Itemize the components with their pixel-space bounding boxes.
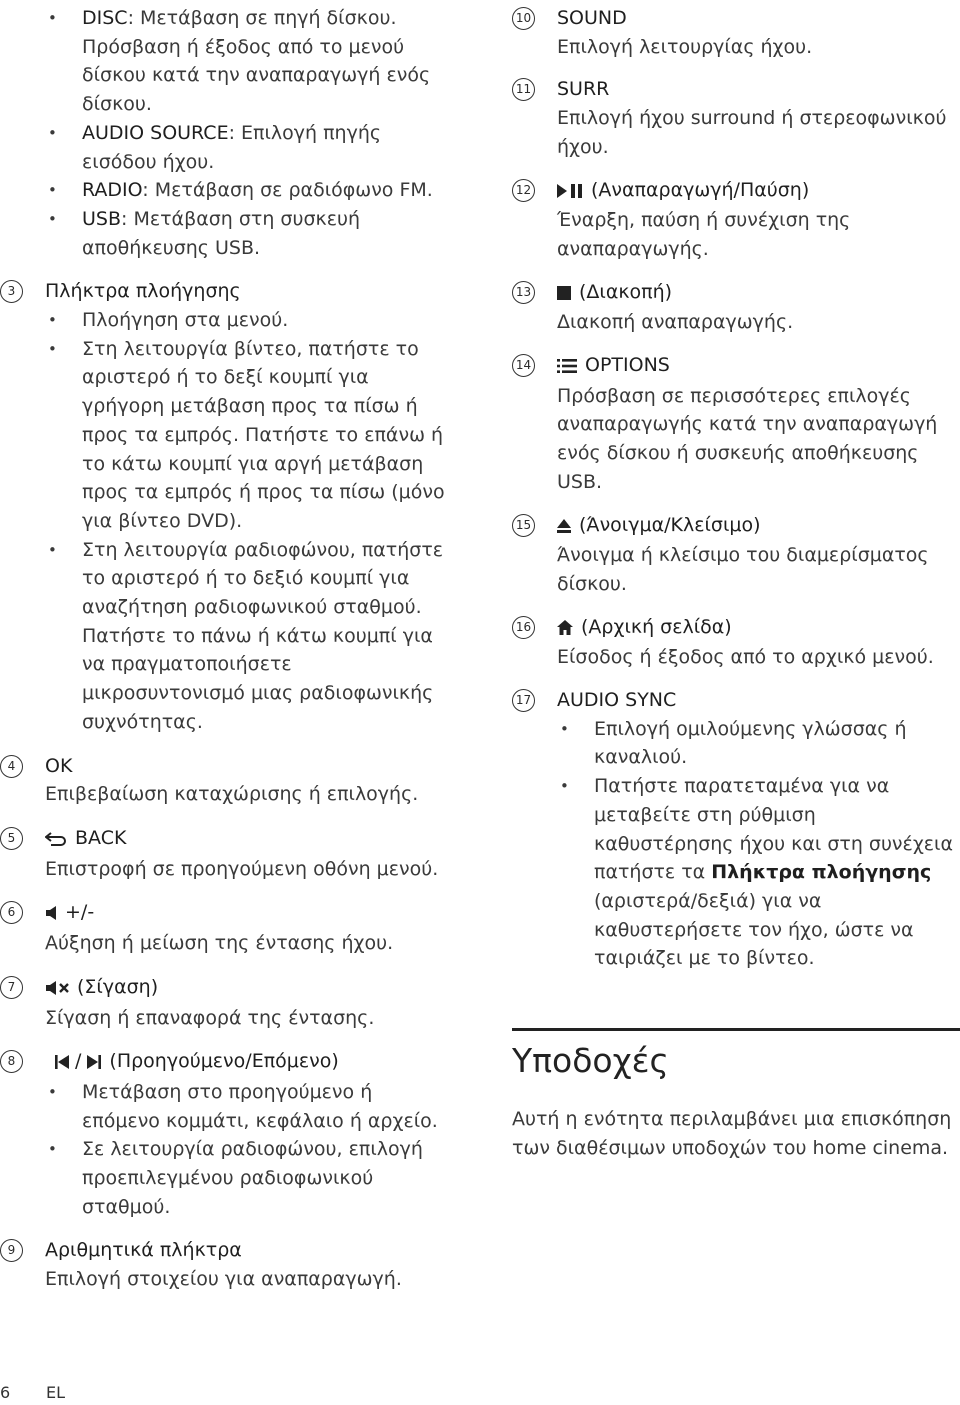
chapter-connectors <box>512 1028 960 1162</box>
section-mute <box>0 973 455 1032</box>
right-column <box>512 4 960 1163</box>
left-column <box>0 4 455 1294</box>
options-list-icon <box>557 353 577 382</box>
section-eject <box>512 511 960 599</box>
language-code: EL <box>46 1383 66 1402</box>
eject-icon <box>557 513 571 542</box>
section-title: SOUND <box>557 7 627 29</box>
section-description: Επιστροφή σε προηγούμενη οθόνη μενού. <box>45 857 439 880</box>
list-item: • Επιλογή ομιλούμενης γλώσσας ή καναλιού. <box>557 715 960 772</box>
speaker-icon <box>45 900 57 929</box>
page-number: 6 <box>0 1383 11 1402</box>
section-title: (Άνοιγμα/Κλείσιμο) <box>579 513 761 536</box>
back-arrow-icon <box>45 826 67 855</box>
section-ok <box>0 752 455 809</box>
page-footer <box>0 1381 65 1405</box>
section-description: Αύξηση ή μείωση της έντασης ήχου. <box>45 932 394 955</box>
section-description: Επιλογή λειτουργίας ήχου. <box>557 35 813 58</box>
list-item: • Μετάβαση στο προηγούμενο ή επόμενο κομμάτι, κεφάλαιο ή αρχείο. <box>45 1078 455 1135</box>
list-item <box>557 772 960 973</box>
section-volume <box>0 898 455 957</box>
mute-icon <box>45 975 69 1004</box>
section-description: Διακοπή αναπαραγωγής. <box>557 311 794 334</box>
section-home <box>512 613 960 672</box>
section-title: Πλήκτρα πλοήγησης <box>45 280 241 303</box>
section-title: Αριθμητικά πλήκτρα <box>45 1239 242 1262</box>
section-description: Επιλογή στοιχείου για αναπαραγωγή. <box>45 1268 402 1291</box>
item-number: 13 <box>512 281 535 304</box>
item-emphasis: Πλήκτρα πλοήγησης <box>711 861 932 884</box>
section-description: Έναρξη, παύση ή συνέχιση της αναπαραγωγής. <box>557 209 851 260</box>
section-title: SURR <box>557 78 610 101</box>
chapter-title: Υποδοχές <box>512 1041 669 1081</box>
item-number: 6 <box>0 901 23 924</box>
list-item <box>45 4 455 119</box>
section-surr <box>512 75 960 161</box>
item-number: 16 <box>512 616 535 639</box>
list-item <box>45 176 455 205</box>
key-name: DISC <box>82 7 128 29</box>
item-number: 3 <box>0 280 23 303</box>
bullet-list <box>557 715 960 973</box>
section-navigation-keys <box>0 277 455 736</box>
item-number: 5 <box>0 827 23 850</box>
section-description: Πρόσβαση σε περισσότερες επιλογές αναπαραγωγής κατά την αναπαραγωγή ενός δίσκου ή συσκευής αποθήκευσης USB. <box>557 384 938 493</box>
stop-icon <box>557 280 571 309</box>
key-name: AUDIO SOURCE <box>82 121 229 144</box>
section-title: (Αρχική σελίδα) <box>581 615 732 638</box>
section-options <box>512 351 960 497</box>
home-icon <box>557 615 573 644</box>
item-text: (αριστερά/δεξιά) για να καθυστερήσετε τον ήχο, ώστε να ταιριάζει με το βίντεο. <box>594 889 914 970</box>
item-number: 4 <box>0 755 23 778</box>
list-item: • Σε λειτουργία ραδιοφώνου, επιλογή προεπιλεγμένου ραδιοφωνικού σταθμού. <box>45 1135 455 1221</box>
section-description: Επιλογή ήχου surround ή στερεοφωνικού ήχου. <box>557 107 947 158</box>
section-play-pause <box>512 176 960 264</box>
key-name: RADIO <box>82 179 143 202</box>
section-audio-sync <box>512 686 960 973</box>
section-title: AUDIO SYNC <box>557 689 677 712</box>
chapter-intro: Αυτή η ενότητα περιλαμβάνει μια επισκόπηση των διαθέσιμων υποδοχών του home cinema. <box>512 1108 952 1159</box>
item-number: 15 <box>512 514 535 537</box>
section-title: BACK <box>75 826 127 849</box>
item-number: 14 <box>512 354 535 377</box>
list-item <box>45 119 455 176</box>
section-title: +/- <box>65 901 95 924</box>
section-description: Άνοιγμα ή κλείσιμο του διαμερίσματος δίσκου. <box>557 544 929 595</box>
item-text: Πατήστε παρατεταμένα για να μεταβείτε στη ρύθμιση καθυστέρησης ήχου και στη συνέχεια πατήστε τα <box>594 775 954 884</box>
section-sound <box>512 4 960 61</box>
separator: / <box>75 1050 82 1073</box>
item-number: 7 <box>0 976 23 999</box>
item-text: : Μετάβαση στη συσκευή αποθήκευσης USB. <box>82 207 360 259</box>
item-number: 12 <box>512 179 535 202</box>
section-description: Είσοδος ή έξοδος από το αρχικό μενού. <box>557 646 934 669</box>
list-item: • Στη λειτουργία ραδιοφώνου, πατήστε το αριστερό ή το δεξιό κουμπί για αναζήτηση ραδιοφωνικού σταθμού. Πατήστε το πάνω ή κάτω κουμπί για να πραγματοποιήσετε μικροσυντονισμό μιας ραδιοφωνικής συχνότητας. <box>45 536 455 737</box>
section-title: (Σίγαση) <box>77 975 159 998</box>
section-back <box>0 824 455 883</box>
item-number: 8 <box>0 1050 23 1073</box>
item-number: 9 <box>0 1239 23 1262</box>
section-title: (Αναπαραγωγή/Παύση) <box>591 178 810 201</box>
section-numeric-keys <box>0 1236 455 1293</box>
bullet-list <box>45 306 455 737</box>
list-item <box>45 205 455 262</box>
item-text: : Μετάβαση σε ραδιόφωνο FM. <box>142 179 433 202</box>
section-description: Σίγαση ή επαναφορά της έντασης. <box>45 1006 375 1029</box>
section-previous-next <box>0 1047 455 1221</box>
play-pause-icon <box>557 178 583 207</box>
next-icon <box>87 1049 101 1078</box>
section-description: Επιβεβαίωση καταχώρισης ή επιλογής. <box>45 783 419 806</box>
intro-bullet-list <box>45 4 455 262</box>
item-text: : Επιλογή πηγής εισόδου ήχου. <box>82 121 382 173</box>
section-stop <box>512 278 960 337</box>
bullet-list <box>45 1078 455 1222</box>
item-number: 17 <box>512 689 535 712</box>
section-divider <box>512 1028 960 1031</box>
section-title: (Διακοπή) <box>579 280 673 303</box>
list-item: • Πλοήγηση στα μενού. <box>45 306 455 335</box>
item-text: : Μετάβαση σε πηγή δίσκου. Πρόσβαση ή έξοδος από το μενού δίσκου κατά την αναπαραγωγή ενός δίσκου. <box>82 7 431 116</box>
section-title: OPTIONS <box>585 354 670 377</box>
section-title: (Προηγούμενο/Επόμενο) <box>109 1050 339 1073</box>
previous-icon <box>55 1049 69 1078</box>
item-number: 10 <box>512 7 535 30</box>
list-item: • Στη λειτουργία βίντεο, πατήστε το αριστερό ή το δεξί κουμπί για γρήγορη μετάβαση προς τα πίσω ή προς τα εμπρός. Πατήστε το επάνω ή το κάτω κουμπί για αργή μετάβαση προς τα εμπρός ή προς τα πίσω (μόνο για βίντεο DVD). <box>45 335 455 536</box>
item-number: 11 <box>512 78 535 101</box>
key-name: USB <box>82 207 122 230</box>
section-title: OK <box>45 754 73 777</box>
